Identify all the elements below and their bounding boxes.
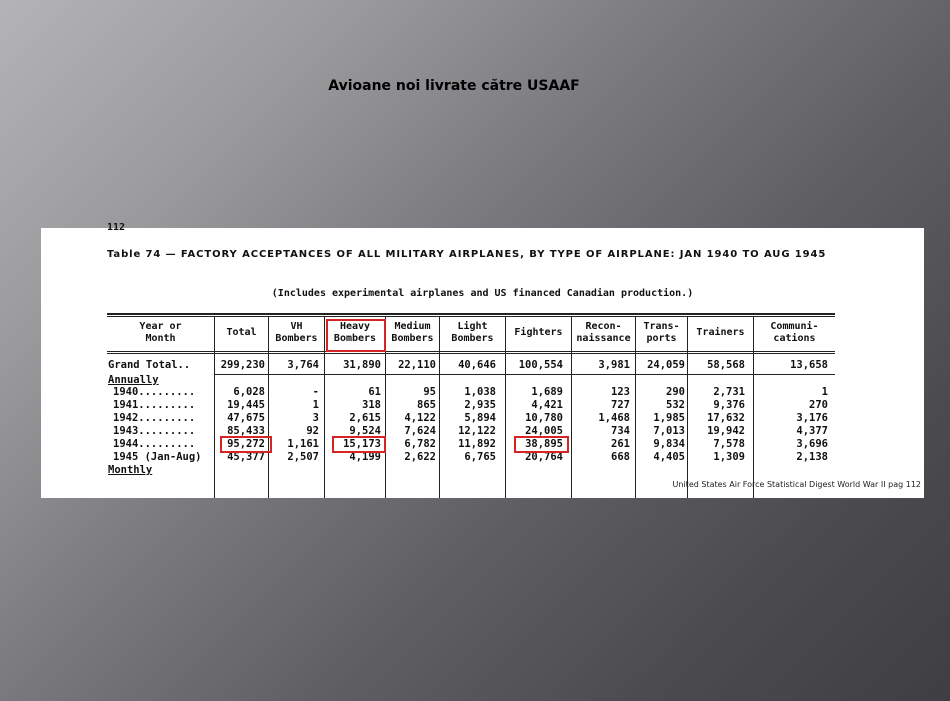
header-year-or-month: Year or Month (139, 321, 182, 344)
header-medium-bombers: Medium Bombers (391, 321, 434, 344)
cell-reconnaissance: 727 (611, 399, 630, 411)
cell-transports: 9,834 (653, 438, 685, 450)
acceptances-table (107, 313, 835, 498)
highlight-1944-heavy-bombers (332, 436, 386, 453)
cell-communications: 3,696 (796, 438, 828, 450)
cell-fighters: 20,764 (525, 451, 563, 463)
cell-reconnaissance: 1,468 (598, 412, 630, 424)
cell-fighters: 38,895 (525, 438, 563, 450)
cell-trainers: 19,942 (707, 425, 745, 437)
cell-reconnaissance: 668 (611, 451, 630, 463)
cell-trainers: 58,568 (707, 359, 745, 371)
cell-transports: 290 (666, 386, 685, 398)
cell-trainers: 9,376 (713, 399, 745, 411)
cell-total: 6,028 (233, 386, 265, 398)
slide-title: Avioane noi livrate către USAAF (328, 78, 580, 94)
cell-transports: 1,985 (653, 412, 685, 424)
cell-medium-bombers: 22,110 (398, 359, 436, 371)
cell-heavy-bombers: 61 (368, 386, 381, 398)
header-reconnaissance: Recon- naissance (576, 321, 631, 344)
cell-trainers: 17,632 (707, 412, 745, 424)
cell-reconnaissance: 3,981 (598, 359, 630, 371)
header-transports: Trans- ports (643, 321, 680, 344)
header-light-bombers: Light Bombers (451, 321, 494, 344)
row-label: 1940......... (113, 386, 196, 398)
top-rule (107, 313, 835, 315)
cell-total: 95,272 (227, 438, 265, 450)
row-label: 1945 (Jan-Aug) (113, 451, 202, 463)
cell-light-bombers: 6,765 (464, 451, 496, 463)
cell-vh-bombers: 3,764 (287, 359, 319, 371)
header-communications: Communi- cations (770, 321, 819, 344)
cell-reconnaissance: 734 (611, 425, 630, 437)
cell-reconnaissance: 123 (611, 386, 630, 398)
table-row (107, 425, 835, 438)
table-row (107, 399, 835, 412)
cell-vh-bombers: 1,161 (287, 438, 319, 450)
cell-medium-bombers: 95 (423, 386, 436, 398)
cell-vh-bombers: 2,507 (287, 451, 319, 463)
row-label: 1944......... (113, 438, 196, 450)
cell-light-bombers: 1,038 (464, 386, 496, 398)
cell-heavy-bombers: 15,173 (343, 438, 381, 450)
header-rule (107, 351, 835, 352)
cell-trainers: 1,309 (713, 451, 745, 463)
cell-transports: 532 (666, 399, 685, 411)
document-scan (41, 222, 924, 498)
cell-fighters: 100,554 (518, 359, 563, 371)
row-label: Grand Total.. (108, 359, 191, 371)
cell-total: 19,445 (227, 399, 265, 411)
cell-communications: 1 (821, 386, 828, 398)
highlight-1944-total (220, 436, 272, 453)
cell-transports: 24,059 (647, 359, 685, 371)
cell-medium-bombers: 7,624 (404, 425, 436, 437)
cell-total: 299,230 (220, 359, 265, 371)
cell-light-bombers: 40,646 (458, 359, 496, 371)
cell-heavy-bombers: 9,524 (349, 425, 381, 437)
cell-total: 85,433 (227, 425, 265, 437)
grand-total-row (107, 359, 835, 372)
cell-heavy-bombers: 318 (362, 399, 381, 411)
highlight-1944-fighters (514, 436, 569, 453)
cell-communications: 270 (809, 399, 828, 411)
highlight-heavy-bombers-header (326, 319, 386, 352)
row-label: 1943......... (113, 425, 196, 437)
table-heading: Table 74 — FACTORY ACCEPTANCES OF ALL MILITARY AIRPLANES, BY TYPE OF AIRPLANE: JAN 1940 TO AUG 1945 (107, 249, 827, 260)
cell-fighters: 24,005 (525, 425, 563, 437)
cell-fighters: 4,421 (531, 399, 563, 411)
header-trainers: Trainers (696, 327, 745, 338)
cell-vh-bombers: 92 (306, 425, 319, 437)
cell-fighters: 1,689 (531, 386, 563, 398)
table-row (107, 438, 835, 451)
cell-medium-bombers: 2,622 (404, 451, 436, 463)
cell-trainers: 2,731 (713, 386, 745, 398)
cell-heavy-bombers: 4,199 (349, 451, 381, 463)
cell-communications: 3,176 (796, 412, 828, 424)
cell-communications: 2,138 (796, 451, 828, 463)
table-row (107, 412, 835, 425)
table-note: (Includes experimental airplanes and US financed Canadian production.) (271, 288, 694, 299)
header-rule-double (107, 353, 835, 354)
cell-trainers: 7,578 (713, 438, 745, 450)
grand-total-rule (215, 374, 835, 375)
header-heavy-bombers: Heavy Bombers (333, 321, 377, 344)
cell-communications: 13,658 (790, 359, 828, 371)
cell-vh-bombers: 3 (312, 412, 319, 424)
cell-transports: 7,013 (653, 425, 685, 437)
cell-light-bombers: 2,935 (464, 399, 496, 411)
source-caption: United States Air Force Statistical Digest World War II pag 112 (672, 480, 921, 489)
cell-light-bombers: 5,894 (464, 412, 496, 424)
cell-medium-bombers: 6,782 (404, 438, 436, 450)
cell-reconnaissance: 261 (611, 438, 630, 450)
monthly-label: Monthly (108, 464, 153, 476)
header-vh-bombers: VH Bombers (275, 321, 318, 344)
cell-fighters: 10,780 (525, 412, 563, 424)
cell-light-bombers: 12,122 (458, 425, 496, 437)
cell-transports: 4,405 (653, 451, 685, 463)
cell-vh-bombers: 1 (312, 399, 319, 411)
cell-heavy-bombers: 2,615 (349, 412, 381, 424)
cell-total: 47,675 (227, 412, 265, 424)
cell-vh-bombers: - (312, 386, 319, 398)
row-label: 1941......... (113, 399, 196, 411)
table-row (107, 386, 835, 399)
table-row (107, 451, 835, 464)
row-label: 1942......... (113, 412, 196, 424)
header-fighters: Fighters (514, 327, 563, 338)
cell-total: 45,377 (227, 451, 265, 463)
cell-communications: 4,377 (796, 425, 828, 437)
header-total: Total (226, 327, 257, 338)
cell-medium-bombers: 4,122 (404, 412, 436, 424)
cell-light-bombers: 11,892 (458, 438, 496, 450)
page-number: 112 (107, 222, 126, 233)
annually-label: Annually (108, 374, 159, 386)
top-rule-thin (107, 316, 835, 317)
cell-heavy-bombers: 31,890 (343, 359, 381, 371)
cell-medium-bombers: 865 (417, 399, 436, 411)
